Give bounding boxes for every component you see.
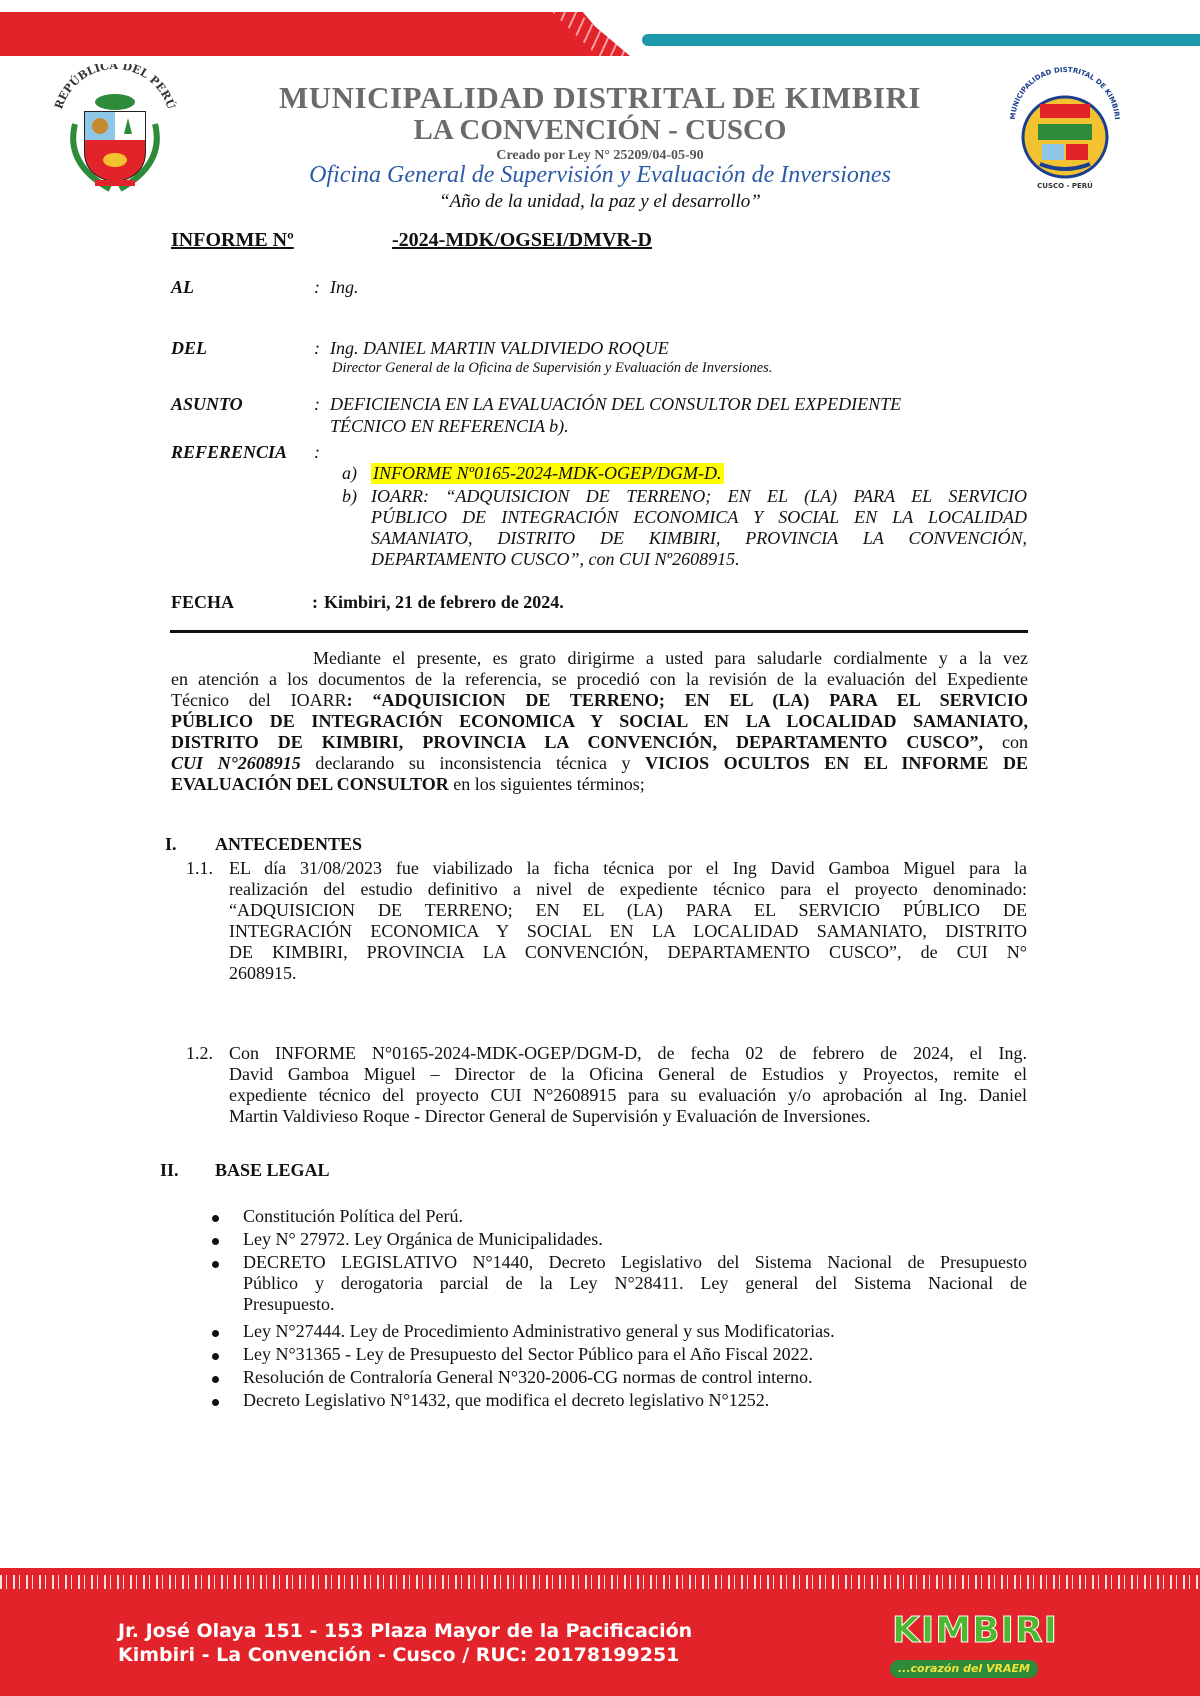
intro-line bbox=[171, 732, 1028, 753]
item-1-2-number: 1.2. bbox=[186, 1043, 213, 1063]
municipality-title: MUNICIPALIDAD DISTRITAL DE KIMBIRI bbox=[279, 80, 921, 115]
reference-label: REFERENCIA bbox=[171, 442, 288, 462]
item-line: David Gamboa Miguel – Director de la Oficina General de Estudios y Proyectos, remite el bbox=[229, 1064, 1027, 1084]
legal-item-line: Presupuesto. bbox=[243, 1294, 335, 1314]
reference-colon: : bbox=[314, 442, 320, 462]
intro-line: Mediante el presente, es grato dirigirme a usted para saludarle cordialmente y a la vez bbox=[313, 648, 1028, 668]
seal-caption-top: MUNICIPALIDAD DISTRITAL DE KIMBIRI bbox=[1008, 65, 1121, 120]
intro-line bbox=[171, 690, 1028, 711]
legal-item-line: DECRETO LEGISLATIVO N°1440, Decreto Legislativo del Sistema Nacional de Presupuesto bbox=[243, 1252, 1027, 1272]
top-red-bar bbox=[0, 12, 620, 56]
section-2-title: BASE LEGAL bbox=[215, 1160, 330, 1180]
from-value: Ing. DANIEL MARTIN VALDIVIEDO ROQUE bbox=[330, 338, 669, 358]
from-position: Director General de la Oficina de Supervisión y Evaluación de Inversiones. bbox=[332, 360, 773, 376]
reference-a-marker: a) bbox=[342, 463, 357, 483]
intro-line bbox=[171, 753, 1028, 774]
to-label: AL bbox=[171, 277, 195, 297]
to-value: Ing. bbox=[330, 277, 359, 297]
from-label: DEL bbox=[171, 338, 207, 358]
item-line: expediente técnico del proyecto CUI N°2608915 para su evaluación y/o aprobación al Ing. Daniel bbox=[229, 1085, 1027, 1105]
subject-line-2: TÉCNICO EN REFERENCIA b). bbox=[330, 416, 569, 436]
item-line: DE KIMBIRI, PROVINCIA LA CONVENCIÓN, DEPARTAMENTO CUSCO”, de CUI N° bbox=[229, 942, 1027, 962]
item-line: INTEGRACIÓN ECONOMICA Y SOCIAL EN LA LOCALIDAD SAMANIATO, DISTRITO bbox=[229, 921, 1027, 941]
legal-item: Decreto Legislativo N°1432, que modifica el decreto legislativo N°1252. bbox=[243, 1390, 770, 1410]
bullet-icon bbox=[212, 1330, 219, 1337]
seal-caption-bottom: CUSCO - PERÚ bbox=[1037, 182, 1093, 190]
reference-b-line: DEPARTAMENTO CUSCO”, con CUI Nº2608915. bbox=[371, 549, 740, 569]
to-colon: : bbox=[314, 277, 320, 297]
office-name: Oficina General de Supervisión y Evaluación de Inversiones bbox=[309, 162, 891, 188]
report-number-code: -2024-MDK/OGSEI/DMVR-D bbox=[392, 229, 652, 251]
item-line: realización del estudio definitivo a nivel de expediente técnico para el proyecto denominado: bbox=[229, 879, 1027, 899]
intro-text: declarando su inconsistencia técnica y bbox=[300, 753, 646, 773]
reference-b-marker: b) bbox=[342, 486, 357, 506]
intro-paragraph bbox=[171, 648, 1028, 795]
reference-b-line: PÚBLICO DE INTEGRACIÓN ECONOMICA Y SOCIAL EN LA LOCALIDAD bbox=[371, 507, 1027, 527]
creation-law: Creado por Ley N° 25209/04-05-90 bbox=[496, 148, 704, 163]
from-colon: : bbox=[314, 338, 320, 358]
intro-bold-text: EVALUACIÓN DEL CONSULTOR bbox=[171, 774, 449, 794]
section-1-number: I. bbox=[165, 834, 177, 854]
municipal-seal-icon bbox=[1000, 62, 1130, 192]
reference-b-line: IOARR: “ADQUISICION DE TERRENO; EN EL (LA) PARA EL SERVICIO bbox=[371, 486, 1027, 506]
bullet-icon bbox=[212, 1215, 219, 1222]
intro-bold-text: VICIOS OCULTOS EN EL INFORME DE bbox=[645, 753, 1028, 773]
reference-b-text bbox=[371, 486, 1027, 570]
kimbiri-brand-tagline: ...corazón del VRAEM bbox=[890, 1660, 1038, 1678]
section-1-title: ANTECEDENTES bbox=[215, 834, 363, 854]
intro-bold-text: DISTRITO DE KIMBIRI, PROVINCIA LA CONVENCIÓN, DEPARTAMENTO CUSCO”, bbox=[171, 732, 983, 752]
year-motto: “Año de la unidad, la paz y el desarrollo” bbox=[439, 191, 761, 212]
legal-item: Ley N° 27972. Ley Orgánica de Municipalidades. bbox=[243, 1229, 603, 1249]
legal-item: Ley N°31365 - Ley de Presupuesto del Sector Público para el Año Fiscal 2022. bbox=[243, 1344, 814, 1364]
intro-line: PÚBLICO DE INTEGRACIÓN ECONOMICA Y SOCIAL EN LA LOCALIDAD SAMANIATO, bbox=[171, 711, 1028, 731]
item-1-1-text bbox=[229, 858, 1027, 984]
reference-a-text: INFORME Nº0165-2024-MDK-OGEP/DGM-D. bbox=[373, 463, 722, 483]
bullet-icon bbox=[212, 1376, 219, 1383]
header-divider bbox=[170, 630, 1028, 633]
intro-line: en atención a los documentos de la referencia, se procedió con la revisión de la evaluación del Expediente bbox=[171, 669, 1028, 689]
section-2-number: II. bbox=[160, 1160, 179, 1180]
legal-item-line: Público y derogatoria parcial de la Ley N°28411. Ley general del Sistema Nacional de bbox=[243, 1273, 1027, 1293]
date-value: Kimbiri, 21 de febrero de 2024. bbox=[324, 592, 564, 612]
bullet-icon bbox=[212, 1399, 219, 1406]
intro-text: Técnico del IOARR bbox=[171, 690, 347, 710]
item-line: Martin Valdivieso Roque - Director General de Supervisión y Evaluación de Inversiones. bbox=[229, 1106, 871, 1126]
bullet-icon bbox=[212, 1238, 219, 1245]
item-1-2-text bbox=[229, 1043, 1027, 1127]
shield-caption: REPÚBLICA DEL PERÚ bbox=[52, 64, 178, 111]
legal-item: Resolución de Contraloría General N°320-2006-CG normas de control interno. bbox=[243, 1367, 813, 1387]
intro-text: con bbox=[982, 732, 1028, 752]
date-colon: : bbox=[312, 592, 318, 612]
legal-item bbox=[243, 1252, 1027, 1315]
item-line: 2608915. bbox=[229, 963, 297, 983]
subject-line-1: DEFICIENCIA EN LA EVALUACIÓN DEL CONSULTOR DEL EXPEDIENTE bbox=[330, 394, 902, 414]
intro-text: en los siguientes términos; bbox=[448, 774, 645, 794]
bullet-icon bbox=[212, 1261, 219, 1268]
date-label: FECHA bbox=[171, 592, 234, 612]
legal-item: Constitución Política del Perú. bbox=[243, 1206, 463, 1226]
province-title: LA CONVENCIÓN - CUSCO bbox=[413, 114, 787, 146]
legal-item: Ley N°27444. Ley de Procedimiento Administrativo general y sus Modificatorias. bbox=[243, 1321, 835, 1341]
item-line: “ADQUISICION DE TERRENO; EN EL (LA) PARA EL SERVICIO PÚBLICO DE bbox=[229, 900, 1027, 920]
footer-address-line-2: Kimbiri - La Convención - Cusco / RUC: 20178199251 bbox=[118, 1644, 680, 1666]
bullet-icon bbox=[212, 1353, 219, 1360]
footer-pattern bbox=[0, 1575, 1200, 1589]
report-number-label: INFORME Nº bbox=[171, 229, 294, 251]
top-teal-bar bbox=[642, 34, 1200, 46]
item-line: EL día 31/08/2023 fue viabilizado la ficha técnica por el Ing David Gamboa Miguel para la bbox=[229, 858, 1027, 878]
kimbiri-brand-logo: KIMBIRI bbox=[892, 1610, 1059, 1651]
item-1-1-number: 1.1. bbox=[186, 858, 213, 878]
footer-address-line-1: Jr. José Olaya 151 - 153 Plaza Mayor de la Pacificación bbox=[118, 1620, 693, 1642]
subject-colon: : bbox=[314, 394, 320, 414]
subject-label: ASUNTO bbox=[171, 394, 243, 414]
item-line: Con INFORME N°0165-2024-MDK-OGEP/DGM-D, de fecha 02 de febrero de 2024, el Ing. bbox=[229, 1043, 1027, 1063]
intro-cui: CUI N°2608915 bbox=[171, 753, 301, 773]
reference-b-line: SAMANIATO, DISTRITO DE KIMBIRI, PROVINCIA LA CONVENCIÓN, bbox=[371, 528, 1027, 548]
intro-bold-text: : “ADQUISICION DE TERRENO; EN EL (LA) PARA EL SERVICIO bbox=[346, 690, 1028, 710]
intro-line bbox=[171, 774, 1028, 795]
